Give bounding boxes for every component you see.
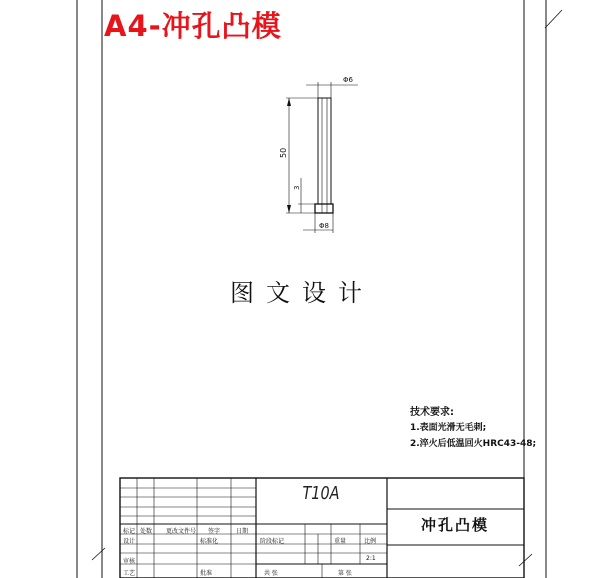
dim-text-head-height: 3 xyxy=(293,185,301,190)
label-count: 处数 xyxy=(140,528,153,535)
label-signature: 签字 xyxy=(208,528,221,535)
part-name-field: 冲孔凸模 xyxy=(420,516,489,534)
watermark-text: 图文设计 xyxy=(230,279,374,307)
dim-arrow xyxy=(287,205,291,213)
dim-text-length: 50 xyxy=(279,147,288,158)
label-date: 日期 xyxy=(236,528,249,535)
dim-arrow xyxy=(287,98,291,106)
label-standardize: 标准化 xyxy=(200,538,219,545)
label-process: 工艺 xyxy=(123,570,136,577)
label-approve: 批准 xyxy=(200,570,213,577)
dim-text-top-diameter: Φ6 xyxy=(343,76,353,84)
punch-head xyxy=(315,204,333,213)
label-stage-mark: 阶段标记 xyxy=(260,538,285,545)
label-change-doc: 更改文件号 xyxy=(166,528,197,535)
punch-shank xyxy=(318,98,331,204)
label-weight: 重量 xyxy=(334,538,347,545)
trim-mark xyxy=(92,548,105,560)
drawing-title: A4-冲孔凸模 xyxy=(104,9,282,43)
label-sheet-number: 第 张 xyxy=(338,570,352,577)
label-review: 审核 xyxy=(123,558,136,565)
label-ratio: 比例 xyxy=(364,538,377,545)
technical-requirement-item: 2.淬火后低温回火HRC43-48; xyxy=(410,439,537,449)
label-mark: 标记 xyxy=(123,528,136,535)
label-total-sheets: 共 张 xyxy=(264,570,278,577)
trim-mark xyxy=(519,554,532,566)
punch-part-drawing xyxy=(286,82,358,233)
material-field: T10A xyxy=(302,483,340,504)
trim-mark xyxy=(545,10,562,28)
technical-requirement-item: 1.表面光滑无毛刺; xyxy=(410,423,487,433)
label-design: 设计 xyxy=(123,538,136,545)
technical-requirements-heading: 技术要求: xyxy=(410,407,454,418)
ratio-value: 2:1 xyxy=(366,555,376,562)
dim-text-bottom-diameter: Φ8 xyxy=(319,222,329,230)
